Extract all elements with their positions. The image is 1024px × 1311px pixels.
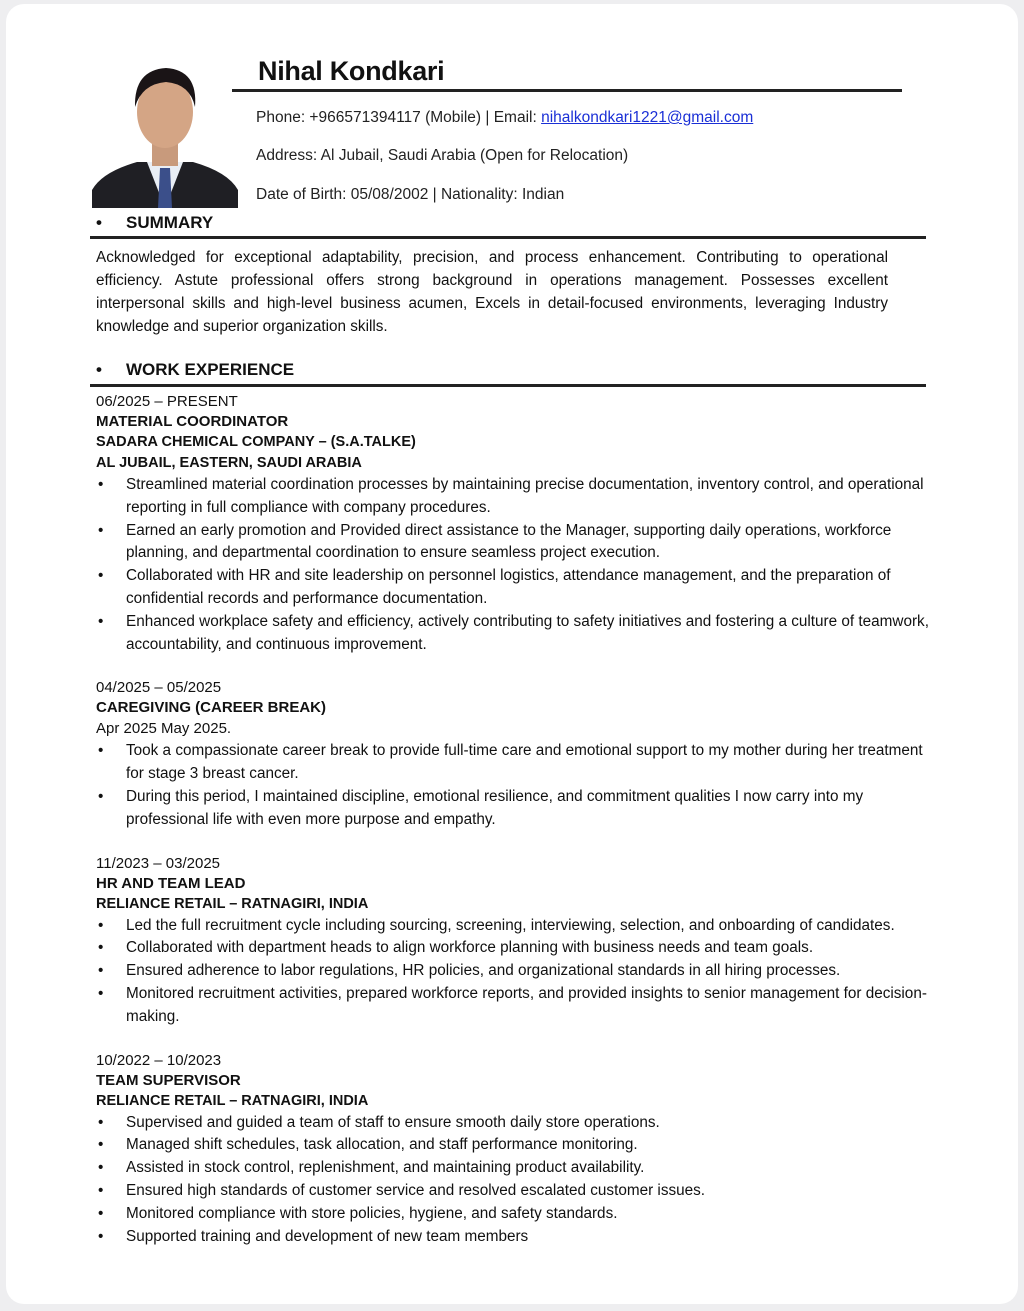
job-entry [96,678,931,831]
candidate-name: Nihal Kondkari [258,56,445,86]
bullet-item: • Collaborated with department heads to align workforce planning with business needs and team goals. [96,937,931,960]
bullet-item: • Collaborated with HR and site leadership on personnel logistics, attendance management, and the preparation of confidential records and performance documentation. [96,565,931,611]
bullet-item: • Streamlined material coordination processes by maintaining precise documentation, inventory control, and operational reporting in full compliance with company procedures. [96,474,931,520]
job-entry [96,392,931,656]
job-entry [96,1051,931,1249]
summary-text: Acknowledged for exceptional adaptability, precision, and process enhancement. Contributing to operational efficiency. Astute professional offers strong background in operations management. Possesses excellent interpersonal skills and high-level business acumen, Excels in detail-focused environments, leveraging Industry knowledge and superior organization skills. [96,249,888,335]
job-location: AL JUBAIL, EASTERN, SAUDI ARABIA [96,455,362,471]
bullet-item: • Monitored recruitment activities, prepared workforce reports, and provided insights to senior management for decision-making. [96,983,931,1029]
bullet-item: • Managed shift schedules, task allocation, and staff performance monitoring. [96,1134,931,1157]
address-text: Address: Al Jubail, Saudi Arabia (Open for Relocation) [256,147,629,164]
work-heading-text: WORK EXPERIENCE [126,360,295,379]
job-entry [96,854,931,1029]
job-title: MATERIAL COORDINATOR [96,413,289,430]
job-company: RELIANCE RETAIL – RATNAGIRI, INDIA [96,1092,369,1109]
bullet-item: • Earned an early promotion and Provided direct assistance to the Manager, supporting daily operations, workforce planning, and departmental coordination to ensure seamless project execution. [96,520,931,566]
job-company: RELIANCE RETAIL – RATNAGIRI, INDIA [96,895,369,912]
job-dates: 06/2025 – PRESENT [96,393,238,410]
bullet-item: • Monitored compliance with store policies, hygiene, and safety standards. [96,1203,931,1226]
bullet-item: • Enhanced workplace safety and efficiency, actively contributing to safety initiatives and fostering a culture of teamwork, accountability, and continuous improvement. [96,611,931,657]
work-experience-heading: • WORK EXPERIENCE [96,360,295,379]
phone-text: Phone: +966571394117 (Mobile) | Email: [256,109,542,126]
job-note: Apr 2025 May 2025. [96,720,232,738]
job-bullets [96,474,931,656]
job-title: CAREGIVING (CAREER BREAK) [96,699,327,717]
summary-heading: • SUMMARY [96,213,214,232]
job-dates: 11/2023 – 03/2025 [96,854,221,872]
resume-page [6,4,1018,1304]
bullet-item: • Took a compassionate career break to provide full-time care and emotional support to my mother during her treatment for stage 3 breast cancer. [96,740,931,786]
contact-line [256,109,753,127]
job-dates: 04/2025 – 05/2025 [96,679,222,697]
bullet-item: • Led the full recruitment cycle including sourcing, screening, interviewing, selection, and onboarding of candidates. [96,915,931,938]
email-link[interactable]: nihalkondkari1221@gmail.com [541,109,754,126]
bullet-item: • Ensured high standards of customer service and resolved escalated customer issues. [96,1180,931,1203]
job-bullets [96,915,931,1029]
job-list [96,392,931,1270]
job-bullets [96,740,931,831]
bullet-item: • During this period, I maintained discipline, emotional resilience, and commitment qualities I now carry into my professional life with even more purpose and empathy. [96,786,931,832]
job-company: SADARA CHEMICAL COMPANY – (S.A.TALKE) [96,434,416,450]
bullet-item: • Assisted in stock control, replenishment, and maintaining product availability. [96,1157,931,1180]
job-title: TEAM SUPERVISOR [96,1071,241,1089]
job-dates: 10/2022 – 10/2023 [96,1051,222,1069]
profile-photo [92,62,238,208]
bullet-item: • Supervised and guided a team of staff to ensure smooth daily store operations. [96,1112,931,1135]
header-divider [232,89,902,92]
summary-divider [90,236,926,239]
dob-nationality-text: Date of Birth: 05/08/2002 | Nationality: Indian [256,186,565,203]
bullet-item: • Supported training and development of new team members [96,1226,931,1249]
job-title: HR AND TEAM LEAD [96,874,246,892]
job-bullets [96,1112,931,1249]
bullet-item: • Ensured adherence to labor regulations, HR policies, and organizational standards in all hiring processes. [96,960,931,983]
summary-heading-text: SUMMARY [126,213,214,232]
work-divider [90,384,926,387]
